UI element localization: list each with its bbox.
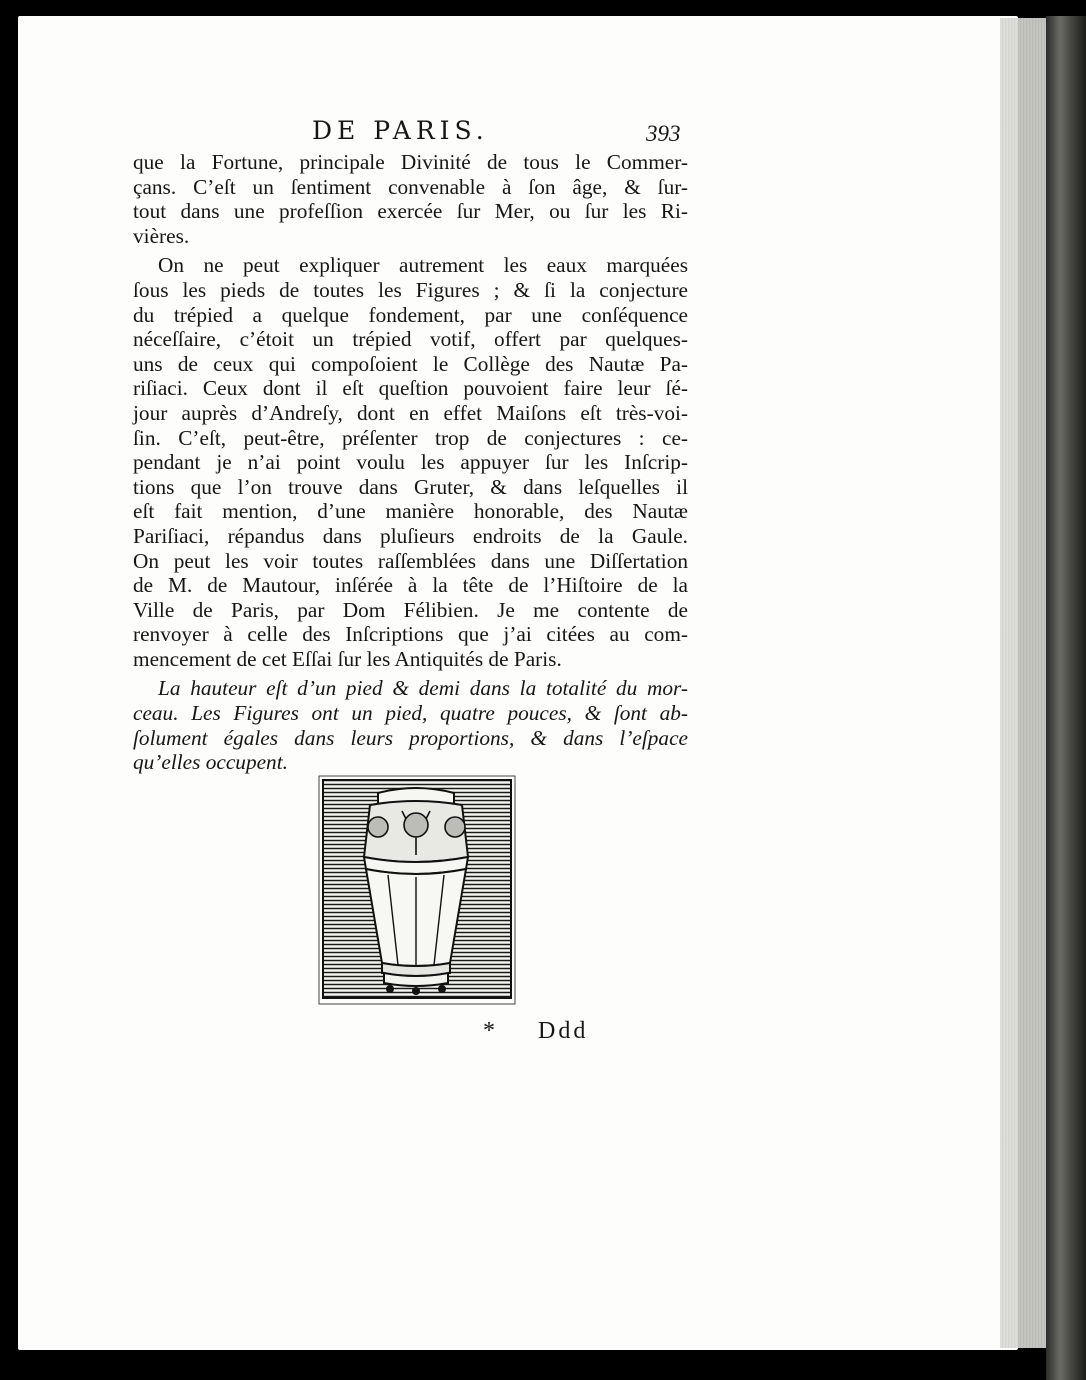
signature: Ddd <box>538 1018 589 1044</box>
page-number: 393 <box>646 121 681 146</box>
text-line: tout dans une profeſſion exercée ſur Mer, ou ſur les Ri- <box>133 199 688 224</box>
text-line: renvoyer à celle des Inſcriptions que j’ai citées au com- <box>133 622 688 647</box>
page-edges <box>1000 18 1046 1348</box>
text-line: riſiaci. Ceux dont il eſt queſtion pouvoient faire leur ſé- <box>133 376 688 401</box>
text-line: jour auprès d’Andreſy, dont en effet Maiſons eſt très-voi- <box>133 400 688 425</box>
text-line: pendant je n’ai point voulu les appuyer ſur les Inſcrip- <box>133 450 688 475</box>
text-line: tions que l’on trouve dans Gruter, & dans leſquelles il <box>133 474 688 499</box>
text-line: çans. C’eſt un ſentiment convenable à ſon âge, & ſur- <box>133 174 688 199</box>
text-line: mencement de cet Eſſai ſur les Antiquités de Paris. <box>133 646 562 671</box>
text-line: de M. de Mautour, inſérée à la tête de l’Hiſtoire de la <box>133 573 688 598</box>
text-line: ceau. Les Figures ont un pied, quatre pouces, & ſont ab- <box>133 701 688 726</box>
signature-mark: * <box>483 1018 495 1044</box>
text-line: Ville de Paris, par Dom Félibien. Je me contente de <box>133 597 688 622</box>
text-line: que la Fortune, principale Divinité de tous le Commer- <box>133 150 688 174</box>
text-line: eſt fait mention, d’une manière honorable, des Nautæ <box>133 499 688 524</box>
text-line: ſous les pieds de toutes les Figures ; & ſi la conjecture <box>133 277 688 302</box>
text-line: On peut les voir toutes raſſemblées dans une Diſſertation <box>133 548 688 573</box>
text-line: ſolument égales dans leurs proportions, & dans l’eſpace <box>133 725 688 750</box>
text-line: du trépied a quelque fondement, par une conſéquence <box>133 302 688 327</box>
text-line: Pariſiaci, répandus dans pluſieurs endroits de la Gaule. <box>133 523 688 548</box>
text-line: qu’elles occupent. <box>133 750 288 775</box>
text-line: ſin. C’eſt, peut-être, préſenter trop de conjectures : ce- <box>133 425 688 450</box>
running-head: DE PARIS. <box>312 116 489 145</box>
text-line: néceſſaire, c’étoit un trépied votif, offert par quelques- <box>133 327 688 352</box>
text-line: On ne peut expliquer autrement les eaux marquées <box>158 253 688 278</box>
body-text <box>133 150 688 775</box>
engraved-vase-icon <box>318 775 516 1005</box>
text-line: uns de ceux qui compoſoient le Collège des Nautæ Pa- <box>133 351 688 376</box>
text-line: vières. <box>133 223 190 248</box>
text-line: La hauteur eſt d’un pied & demi dans la totalité du mor- <box>158 676 688 701</box>
book-cover-edge <box>1046 16 1086 1380</box>
